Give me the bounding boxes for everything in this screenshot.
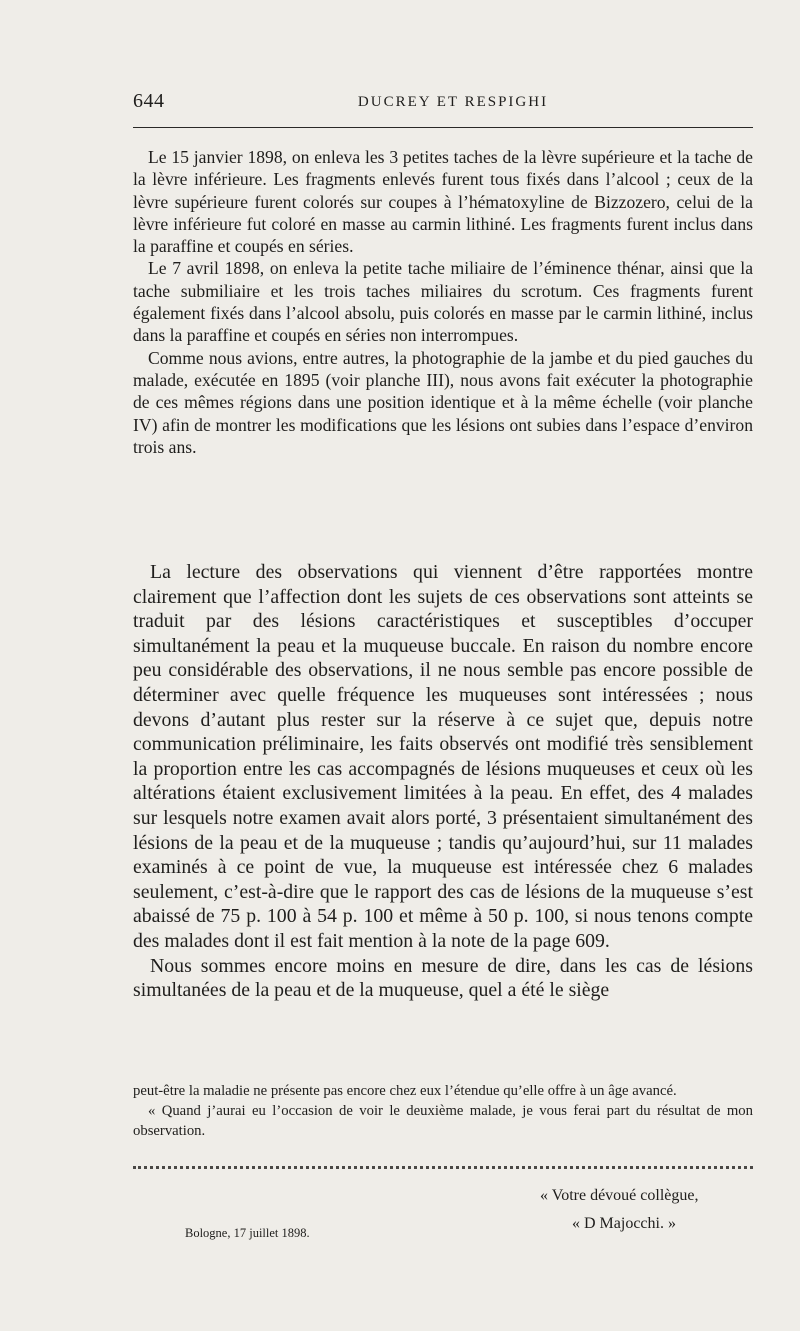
paragraph-january-excision: Le 15 janvier 1898, on enleva les 3 petites taches de la lèvre supérieure et la tache de la lèvre inférieure. Les fragments enlevés furent tous fixés dans l’alcool ; ceux de la lèvre supérieure furent colorés sur coupes à l’hématoxyline de Bizzozero, celui de la lèvre inférieure fut coloré en masse au carmin lithiné. Les fragments furent inclus dans la paraffine et coupés en séries. — [133, 147, 753, 257]
dotted-separator — [133, 1166, 753, 1169]
page-number: 644 — [133, 90, 165, 112]
page-header — [133, 88, 753, 118]
running-head: DUCREY ET RESPIGHI — [357, 94, 549, 110]
letter-date: Bologne, 17 juillet 1898. — [185, 1226, 310, 1240]
case-report-text — [133, 146, 753, 458]
paragraph-photographs: Comme nous avions, entre autres, la photographie de la jambe et du pied gauches du malade, exécutée en 1895 (voir planche III), nous avons fait exécuter la photographie de ces mêmes régions dans une position identique et à la même échelle (voir planche IV) afin de montrer les modifications que les lésions ont subies dans l’espace d’environ trois ans. — [133, 347, 753, 457]
footnote-line-1: peut-être la maladie ne présente pas encore chez eux l’étendue qu’elle offre à un âge avancé. — [133, 1083, 677, 1099]
paragraph-april-excision: Le 7 avril 1898, on enleva la petite tache miliaire de l’éminence thénar, ainsi que la tache submiliaire et les trois taches miliaires du scrotum. Ces fragments furent également fixés dans l’alcool absolu, puis colorés en masse par le carmin lithiné, inclus dans la paraffine et coupés en séries non interrompues. — [133, 258, 753, 346]
header-rule — [133, 127, 753, 128]
signature: « D Majocchi. » — [572, 1215, 676, 1232]
discussion-text — [133, 560, 753, 1003]
paragraph-simultaneous-lesions: Nous sommes encore moins en mesure de dire, dans les cas de lésions simultanées de la peau et de la muqueuse, quel a été le siège — [133, 954, 753, 1002]
footnote-line-2: « Quand j’aurai eu l’occasion de voir le deuxième malade, je vous ferai part du résultat de mon observation. — [133, 1103, 753, 1139]
paragraph-observations-reading: La lecture des observations qui viennent d’être rapportées montre clairement que l’affection dont les sujets de ces observations sont atteints se traduit par des lésions caractéristiques et susceptibles d’occuper simultanément la peau et la muqueuse buccale. En raison du nombre encore peu considérable des observations, il ne nous semble pas encore possible de déterminer avec quelle fréquence les muqueuses sont intéressées ; nous devons d’autant plus rester sur la réserve à ce sujet que, depuis notre communication préliminaire, les faits observés ont modifié très sensiblement la proportion entre les cas accompagnés de lésions muqueuses et ceux où les altérations étaient exclusivement limitées à la peau. En effet, des 4 malades sur lesquels notre examen avait alors porté, 3 présentaient simultanément des lésions de la peau et de la muqueuse ; tandis qu’aujourd’hui, sur 11 malades examinés à ce point de vue, la muqueuse est intéressée chez 6 malades seulement, c’est-à-dire que le rapport des cas de lésions de la muqueuse s’est abaissé de 75 p. 100 à 54 p. 100 et même à 50 p. 100, si nous tenons compte des malades dont il est fait mention à la note de la page 609. — [133, 561, 753, 952]
footnote — [133, 1081, 753, 1141]
closing-salutation: « Votre dévoué collègue, — [540, 1187, 699, 1204]
letter-signoff — [540, 1182, 760, 1238]
